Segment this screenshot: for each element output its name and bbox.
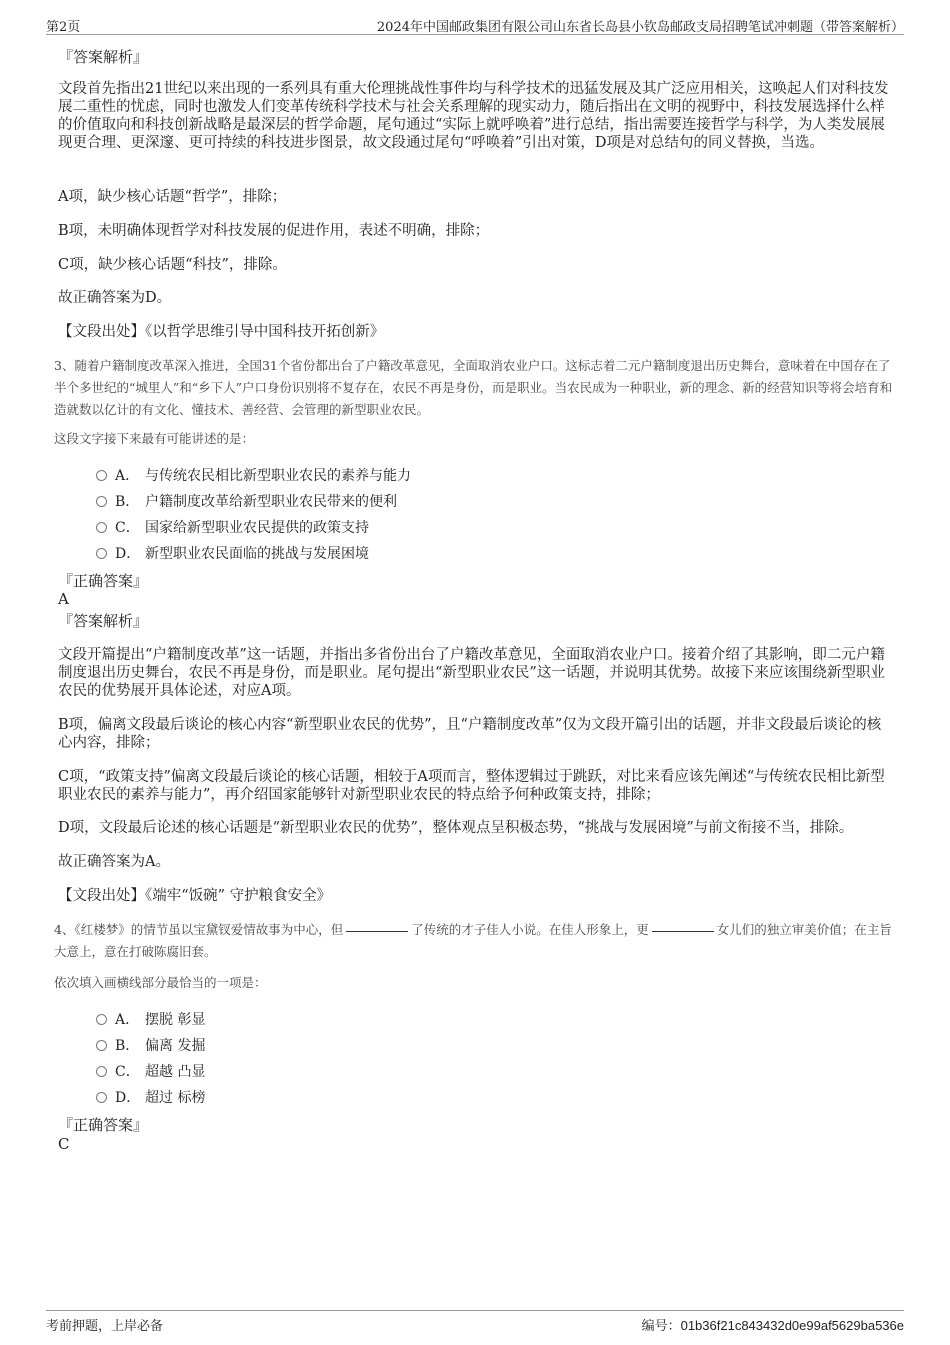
q3-source: 【文段出处】《端牢“饭碗” 守护粮食安全》 <box>58 888 332 904</box>
radio-icon[interactable] <box>96 522 107 533</box>
q2-analysis-label: 『答案解析』 <box>58 48 149 66</box>
q3-answer-label: 『正确答案』 <box>58 572 149 590</box>
answer-blank <box>652 931 714 932</box>
answer-blank <box>346 931 408 932</box>
radio-icon[interactable] <box>96 548 107 559</box>
q2-conclusion: 故正确答案为D。 <box>58 290 172 306</box>
q3-conclusion: 故正确答案为A。 <box>58 854 170 870</box>
q4-question: 4、《红楼梦》的情节虽以宝黛钗爱情故事为中心，但 了传统的才子佳人小说。在佳人形象上，更 女儿们的独立审美价值；在主旨大意上，意在打破陈腐旧套。 <box>54 922 892 959</box>
q2-source: 【文段出处】《以哲学思维引导中国科技开拓创新》 <box>58 324 385 340</box>
document-code: 编号：01b36f21c843432d0e99af5629ba536e <box>641 1318 904 1334</box>
q3-prompt: 这段文字接下来最有可能讲述的是： <box>54 431 255 446</box>
q4-answer: C <box>58 1135 70 1153</box>
document-title: 2024年中国邮政集团有限公司山东省长岛县小钦岛邮政支局招聘笔试冲刺题（带答案解析） <box>376 20 904 35</box>
q3-option-d[interactable]: D． 新型职业农民面临的挑战与发展困境 <box>96 541 411 567</box>
q2-option-b-note: B项，未明确体现哲学对科技发展的促进作用，表述不明确，排除； <box>58 223 490 239</box>
q3-analysis-text: 文段开篇提出“户籍制度改革”这一话题，并指出多省份出台了户籍改革意见，全面取消农业户口。接着介绍了其影响，即二元户籍制度退出历史舞台，农民不再是身份，而是职业。尾句提出“新型职业农民”这一话题，并说明其优势。故接下来应该围绕新型职业农民的优势展开具体论述，对应A项。 <box>58 647 885 699</box>
q3-answer: A <box>58 590 69 608</box>
radio-icon[interactable] <box>96 1066 107 1077</box>
q3-options <box>96 463 411 567</box>
footer-slogan: 考前押题，上岸必备 <box>46 1319 164 1334</box>
q3-option-c-note: C项，“政策支持”偏离文段最后谈论的核心话题，相较于A项而言，整体逻辑过于跳跃，对比来看应该先阐述“与传统农民相比新型职业农民的素养与能力”，再介绍国家能够针对新型职业农民的特点给予何种政策支持，排除； <box>58 769 885 803</box>
q4-option-a[interactable]: A． 摆脱 彰显 <box>96 1007 205 1033</box>
radio-icon[interactable] <box>96 1092 107 1103</box>
page-header <box>46 14 904 35</box>
q4-prompt: 依次填入画横线部分最恰当的一项是： <box>54 975 267 990</box>
q3-option-d-note: D项，文段最后论述的核心话题是“新型职业农民的优势”，整体观点呈积极态势，“挑战与发展困境”与前文衔接不当，排除。 <box>58 820 854 836</box>
q3-option-a[interactable]: A． 与传统农民相比新型职业农民的素养与能力 <box>96 463 411 489</box>
q2-option-c-note: C项，缺少核心话题“科技”，排除。 <box>58 257 287 273</box>
q3-option-b-note: B项，偏离文段最后谈论的核心内容“新型职业农民的优势”，且“户籍制度改革”仅为文段开篇引出的话题，并非文段最后谈论的核心内容，排除； <box>58 717 882 751</box>
radio-icon[interactable] <box>96 496 107 507</box>
radio-icon[interactable] <box>96 470 107 481</box>
q3-question: 3、随着户籍制度改革深入推进，全国31个省份都出台了户籍改革意见，全面取消农业户口。这标志着二元户籍制度退出历史舞台，意味着在中国存在了半个多世纪的“城里人”和“乡下人”户口身份识别将不复存在，农民不再是身份，而是职业。当农民成为一种职业，新的理念、新的经营知识等将会培育和造就数以亿计的有文化、懂技术、善经营、会管理的新型职业农民。 <box>54 358 893 417</box>
page-number: 第2页 <box>46 20 81 35</box>
q4-option-b[interactable]: B． 偏离 发掘 <box>96 1033 205 1059</box>
q4-option-d[interactable]: D． 超过 标榜 <box>96 1085 205 1111</box>
radio-icon[interactable] <box>96 1014 107 1025</box>
radio-icon[interactable] <box>96 1040 107 1051</box>
q3-analysis-label: 『答案解析』 <box>58 612 149 630</box>
q3-option-c[interactable]: C． 国家给新型职业农民提供的政策支持 <box>96 515 411 541</box>
q4-answer-label: 『正确答案』 <box>58 1116 149 1134</box>
q2-option-a-note: A项，缺少核心话题“哲学”，排除； <box>58 189 287 205</box>
q4-options <box>96 1007 205 1111</box>
q2-analysis-text: 文段首先指出21世纪以来出现的一系列具有重大伦理挑战性事件均与科学技术的迅猛发展及其广泛应用相关，这唤起人们对科技发展二重性的忧虑，同时也激发人们变革传统科学技术与社会关系理解的现实动力，随后指出在文明的视野中，科技发展选择什么样的价值取向和科技创新战略是最深层的哲学命题，尾句通过“实际上就呼唤着”进行总结，指出需要连接哲学与科学，为人类发展展现更合理、更深邃、更可持续的科技进步图景，故文段通过尾句“呼唤着”引出对策，D项是对总结句的同义替换，当选。 <box>58 81 889 151</box>
q3-option-b[interactable]: B． 户籍制度改革给新型职业农民带来的便利 <box>96 489 411 515</box>
q4-option-c[interactable]: C． 超越 凸显 <box>96 1059 205 1085</box>
page-footer <box>46 1310 904 1335</box>
